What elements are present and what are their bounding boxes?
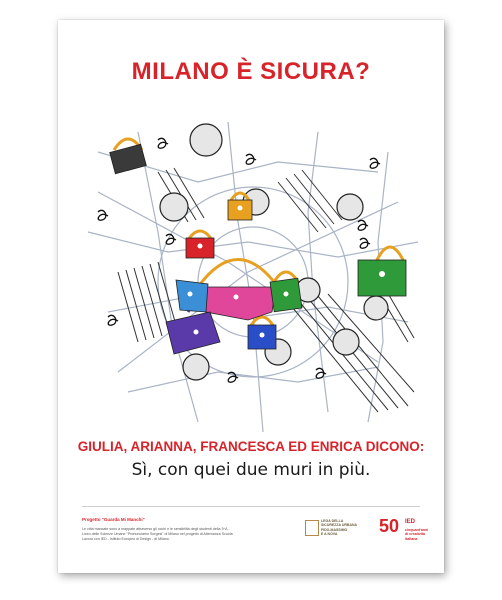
lega-line: SICUREZZA URBANA [321,523,358,528]
lega-logo-text [321,519,379,537]
project-title: Progetto "Guarda Mi Manchi" [82,517,145,522]
poster-quote: Sì, con quei due muri in più. [131,460,371,480]
anniversary-line: italiana [405,536,418,541]
lega-logo [305,517,379,553]
anniversary-line: cinquant'anni [405,528,429,532]
divider [82,506,420,507]
ied-anniversary-logo [379,517,439,553]
anniversary-line: di creatività [405,532,425,537]
anniversary-text [405,528,441,541]
anniversary-number: 50 [379,516,400,536]
lega-line: E A NOVA [321,532,338,537]
project-description: Le città mancate sono a mappate attraverso gli occhi e le sensibilità degli studenti della 3^A - Liceo delle Scienze Umane "Pronunciamo Sorgesi" di Milano nel progetto di Alternanza Scuola Lavoro con IED - Istituto Europeo di Design - di Milano. [82,527,233,542]
ied-label: IED [405,519,416,525]
poster-subtitle: GIULIA, ARIANNA, FRANCESCA ED ENRICA DICONO: [77,439,425,454]
lega-line: LEGA DELLA [321,519,344,523]
poster [58,20,444,573]
lega-emblem-icon [305,520,319,536]
lega-line: FIDO-MASSIMO [321,527,348,532]
map-illustration [78,112,424,442]
poster-title: MILANO È SICURA? [131,58,371,85]
